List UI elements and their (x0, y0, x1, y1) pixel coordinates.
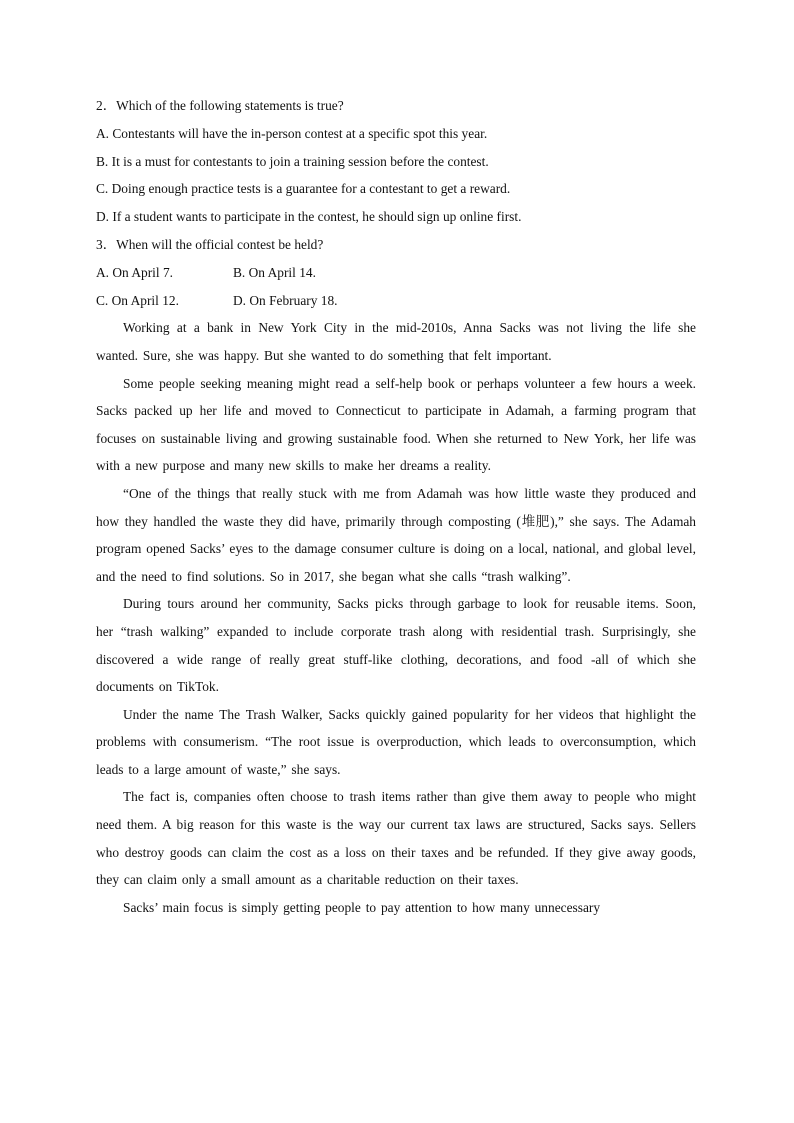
question-3 (96, 231, 696, 314)
passage-paragraph-2: Some people seeking meaning might read a self-help book or perhaps volunteer a few hours a week. Sacks packed up her life and moved to Connecticut to participate in Adamah, a farming program that focuses on sustainable living and growing sustainable food. When she returned to New York, her life was with a new purpose and many new skills to make her dreams a reality. (96, 375, 696, 474)
question-2-option-b: B. It is a must for contestants to join a training session before the contest. (96, 153, 489, 169)
question-3-option-b: B. On April 14. (233, 264, 316, 280)
reading-passage (96, 314, 696, 921)
question-2-option-a: A. Contestants will have the in-person contest at a specific spot this year. (96, 125, 488, 141)
passage-paragraph-4: During tours around her community, Sacks picks through garbage to look for reusable items. Soon, her “trash walking” expanded to include corporate trash along with residential trash. Surprisingly, she discovered a wide range of really great stuff-like clothing, decorations, and food -all of which she documents on TikTok. (96, 596, 696, 695)
passage-paragraph-3: “One of the things that really stuck with me from Adamah was how little waste they produced and how they handled the waste they did have, primarily through composting (堆肥),” she says. The Adamah program opened Sacks’ eyes to the damage consumer culture is doing on a local, national, and global level, and the need to find solutions. So in 2017, she began what she calls “trash walking”. (96, 485, 696, 584)
question-3-options-row-2 (96, 287, 696, 315)
question-2-option-d: D. If a student wants to participate in the contest, he should sign up online first. (96, 209, 522, 225)
passage-paragraph-1: Working at a bank in New York City in the mid-2010s, Anna Sacks was not living the life she wanted. Sure, she was happy. But she wanted to do something that felt important. (96, 320, 696, 363)
question-3-option-c: C. On April 12. (96, 292, 179, 308)
question-2-stem: 2．Which of the following statements is true? (96, 98, 344, 113)
passage-paragraph-5: Under the name The Trash Walker, Sacks quickly gained popularity for her videos that highlight the problems with consumerism. “The root issue is overproduction, which leads to overconsumption, which leads to a large amount of waste,” she says. (96, 706, 696, 777)
question-3-option-a: A. On April 7. (96, 264, 173, 280)
passage-paragraph-6: The fact is, companies often choose to trash items rather than give them away to people who might need them. A big reason for this waste is the way our current tax laws are structured, Sacks says. Sellers who destroy goods can claim the cost as a loss on their taxes and be refunded. If they give away goods, they can claim only a small amount as a charitable reduction on their taxes. (96, 789, 696, 888)
passage-paragraph-7: Sacks’ main focus is simply getting people to pay attention to how many unnecessary (123, 899, 601, 915)
question-2-option-c: C. Doing enough practice tests is a guarantee for a contestant to get a reward. (96, 181, 511, 197)
question-3-stem: 3．When will the official contest be held? (96, 236, 324, 252)
document-page (96, 92, 696, 921)
question-3-option-d: D. On February 18. (233, 292, 338, 308)
question-2 (96, 92, 696, 231)
question-3-options-row-1 (96, 259, 696, 287)
